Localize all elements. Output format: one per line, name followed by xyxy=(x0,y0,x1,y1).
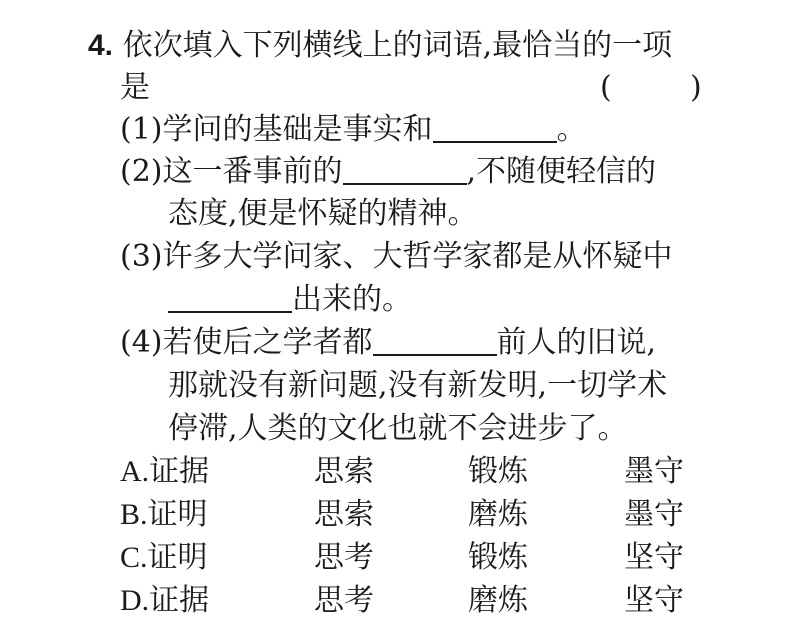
item-text: 许多大学问家、大哲学家都是从怀疑中 xyxy=(162,239,673,274)
option-word: 锻炼 xyxy=(468,540,528,575)
option-word: 坚守 xyxy=(624,583,684,618)
item-label: (4) xyxy=(120,325,163,360)
question-stem-line2 xyxy=(120,68,150,108)
option-word: 坚守 xyxy=(624,540,684,575)
option-word: 思索 xyxy=(314,454,374,489)
item-text: 学问的基础是事实和 xyxy=(162,112,433,147)
fill-blank xyxy=(168,281,292,313)
option-word: 锻炼 xyxy=(468,454,528,489)
item-text-cont: 那就没有新问题,没有新发明,一切学术 xyxy=(168,368,668,403)
option-word: 证明 xyxy=(147,540,208,575)
option-word: 思索 xyxy=(314,497,374,532)
item-2-continued xyxy=(168,194,478,234)
item-text-after: 出来的。 xyxy=(292,282,412,317)
option-word: 思考 xyxy=(314,540,374,575)
item-text: 若使后之学者都 xyxy=(162,325,373,360)
answer-paren-close: ) xyxy=(690,70,702,105)
option-letter: D. xyxy=(120,584,150,617)
option-c[interactable] xyxy=(120,538,208,578)
option-word: 磨炼 xyxy=(468,583,528,618)
option-word: 墨守 xyxy=(624,454,684,489)
item-4-continued-2 xyxy=(168,409,628,449)
item-text-after: 。 xyxy=(556,112,587,147)
fill-blank xyxy=(373,324,497,356)
option-letter: A. xyxy=(120,455,150,488)
question-stem-text-2: 是 xyxy=(120,70,150,105)
item-text-cont: 停滞,人类的文化也就不会进步了。 xyxy=(168,411,628,446)
item-3 xyxy=(120,237,673,277)
question-stem-text: 依次填入下列横线上的词语,最恰当的一项 xyxy=(122,28,673,63)
question-number: 4. xyxy=(88,29,114,62)
option-word: 思考 xyxy=(314,583,374,618)
item-4 xyxy=(120,323,656,363)
fill-blank xyxy=(433,111,557,143)
item-text-cont: 态度,便是怀疑的精神。 xyxy=(168,196,478,231)
item-label: (2) xyxy=(120,154,163,189)
option-word: 证据 xyxy=(149,454,210,489)
item-text-after: 前人的旧说, xyxy=(496,325,657,360)
option-letter: C. xyxy=(120,541,148,574)
option-word: 磨炼 xyxy=(468,497,528,532)
option-word: 墨守 xyxy=(624,497,684,532)
item-1 xyxy=(120,110,587,150)
item-label: (3) xyxy=(120,239,163,274)
option-d[interactable] xyxy=(120,581,209,621)
answer-paren-open: ( xyxy=(600,70,612,105)
question-stem-line1 xyxy=(88,26,672,66)
item-2 xyxy=(120,152,656,192)
item-3-continued xyxy=(168,280,412,320)
option-b[interactable] xyxy=(120,495,208,535)
item-4-continued-1 xyxy=(168,366,667,406)
option-letter: B. xyxy=(120,498,148,531)
option-word: 证据 xyxy=(149,583,210,618)
option-word: 证明 xyxy=(147,497,208,532)
option-a[interactable] xyxy=(120,452,209,492)
fill-blank xyxy=(343,153,467,185)
item-text-after: ,不随便轻信的 xyxy=(466,154,657,189)
item-label: (1) xyxy=(120,112,163,147)
item-text: 这一番事前的 xyxy=(162,154,343,189)
